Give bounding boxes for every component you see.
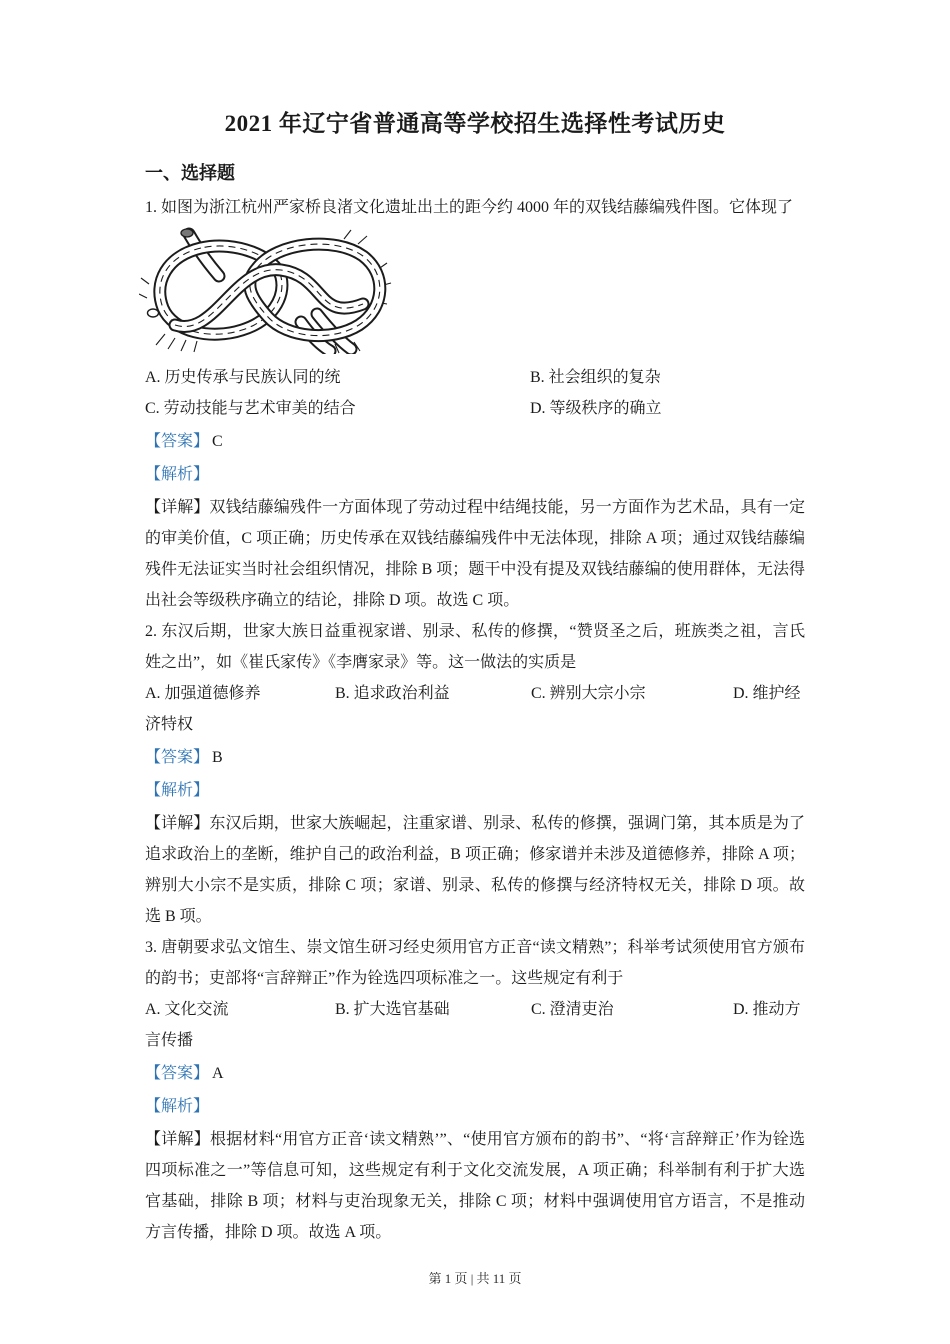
question-1-detail (145, 492, 805, 616)
option-b: B. 追求政治利益 (335, 685, 450, 702)
answer-value: C (212, 433, 223, 450)
detail-label: 【详解】 (145, 499, 210, 516)
detail-label: 【详解】 (145, 1131, 211, 1148)
answer-label: 【答案】 (145, 1065, 210, 1082)
option-c: C. 辨别大宗小宗 (531, 685, 646, 702)
question-1-options-row-2 (145, 393, 805, 424)
detail-text: 双钱结藤编残件一方面体现了劳动过程中结绳技能，另一方面作为艺术品，具有一定的审美价值，C 项正确；历史传承在双钱结藤编残件中无法体现，排除 A 项；通过双钱结藤编残件无法证实当时社会组织情况，排除 B 项；题干中没有提及双钱结藤编的使用群体，无法得出社会等级秩序确立的结论，排除 D 项。故选 C 项。 (145, 499, 805, 609)
double-coin-knot-image (139, 226, 397, 354)
question-1 (145, 192, 805, 616)
question-1-answer-line (145, 426, 805, 457)
answer-label: 【答案】 (145, 433, 210, 450)
option-d: D. 等级秩序的确立 (530, 400, 662, 417)
question-1-options-row-1 (145, 362, 805, 393)
option-a: A. 文化交流 (145, 1001, 229, 1018)
answer-label: 【答案】 (145, 749, 210, 766)
question-3 (145, 932, 805, 1248)
knot-figure (139, 226, 397, 354)
question-2-stem: 2. 东汉后期，世家大族日益重视家谱、别录、私传的修撰，“赞贤圣之后，班族类之祖，言氏姓之出”，如《崔氏家传》《李膺家录》等。这一做法的实质是 (145, 623, 805, 671)
answer-value: B (212, 749, 223, 766)
answer-value: A (212, 1065, 224, 1082)
question-1-stem: 1. 如图为浙江杭州严家桥良渚文化遗址出土的距今约 4000 年的双钱结藤编残件图。它体现了 (145, 199, 794, 216)
option-c: C. 劳动技能与艺术审美的结合 (145, 400, 356, 417)
option-d: D. 维护经济特权 (145, 685, 801, 733)
question-2-analysis-line (145, 775, 805, 806)
analysis-label: 【解析】 (145, 1098, 210, 1115)
question-2-answer-line (145, 742, 805, 773)
page-footer (0, 1268, 950, 1287)
question-3-detail (145, 1124, 805, 1248)
question-3-stem: 3. 唐朝要求弘文馆生、崇文馆生研习经史须用官方正音“读文精熟”；科举考试须使用官方颁布的韵书；吏部将“言辞辩正”作为铨选四项标准之一。这些规定有利于 (145, 939, 805, 987)
option-a: A. 加强道德修养 (145, 685, 261, 702)
question-3-answer-line (145, 1058, 805, 1089)
option-b: B. 扩大选官基础 (335, 1001, 450, 1018)
detail-label: 【详解】 (145, 815, 210, 832)
question-3-analysis-line (145, 1091, 805, 1122)
question-2-detail (145, 808, 805, 932)
question-2 (145, 616, 805, 932)
detail-text: 根据材料“用官方正音‘读文精熟’”、“使用官方颁布的韵书”、“将‘言辞辩正’作为铨选四项标准之一”等信息可知，这些规定有利于文化交流发展，A 项正确；科举制有利于扩大选官基础，排除 B 项；材料与吏治现象无关，排除 C 项；材料中强调使用官方语言，不是推动方言传播，排除 D 项。故选 A 项。 (145, 1131, 805, 1241)
analysis-label: 【解析】 (145, 466, 210, 483)
question-3-options-row (145, 994, 805, 1056)
option-d: D. 推动方言传播 (145, 1001, 801, 1049)
question-1-analysis-line (145, 459, 805, 490)
option-a: A. 历史传承与民族认同的统 (145, 369, 341, 386)
analysis-label: 【解析】 (145, 782, 210, 799)
page-number: 第 1 页 | 共 11 页 (428, 1271, 522, 1286)
detail-text: 东汉后期，世家大族崛起，注重家谱、别录、私传的修撰，强调门第，其本质是为了追求政治上的垄断，维护自己的政治利益，B 项正确；修家谱并未涉及道德修养，排除 A 项；辨别大小宗不是实质，排除 C 项；家谱、别录、私传的修撰与经济特权无关，排除 D 项。故选 B 项。 (145, 815, 805, 925)
page-title: 2021 年辽宁省普通高等学校招生选择性考试历史 (224, 111, 726, 136)
option-b: B. 社会组织的复杂 (530, 369, 661, 386)
section-header: 一、选择题 (145, 163, 235, 183)
option-c: C. 澄清吏治 (531, 1001, 614, 1018)
page-content (145, 104, 805, 1248)
question-2-options-row (145, 678, 805, 740)
